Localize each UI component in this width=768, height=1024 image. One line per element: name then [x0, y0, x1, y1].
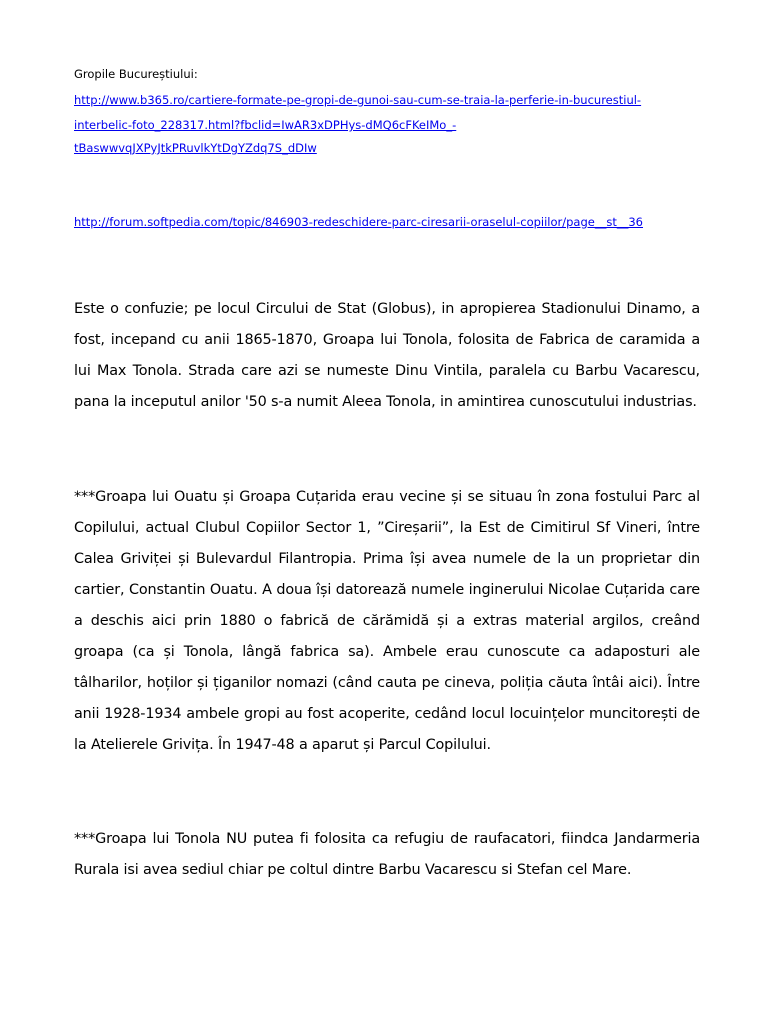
link-b365-line-2[interactable]: interbelic-foto_228317.html?fbclid=IwAR3xDPHys-dMQ6cFKeIMo_- — [74, 118, 457, 132]
paragraph-groapa-tonola-confuzie: Este o confuzie; pe locul Circului de Stat (Globus), in apropierea Stadionului Dinamo, a fost, incepand cu anii 1865-1870, Groapa lui Tonola, folosita de Fabrica de caramida a lui Max Tonola. Strada care azi se numeste Dinu Vintila, paralela cu Barbu Vacarescu, pana la inceputul anilor '50 s-a numit Aleea Tonola, in amintirea cunoscutului industrias. — [74, 301, 700, 410]
link-b365-line-1[interactable]: http://www.b365.ro/cartiere-formate-pe-gropi-de-gunoi-sau-cum-se-traia-la-perferie-in-bucurestiul- — [74, 93, 642, 107]
document-heading: Gropile Bucureștiului: — [74, 67, 198, 81]
link-b365-line-3[interactable]: tBaswwvqJXPyJtkPRuvlkYtDgYZdq7S_dDIw — [74, 141, 317, 155]
paragraph-groapa-ouatu-cutarida: ***Groapa lui Ouatu și Groapa Cuțarida erau vecine și se situau în zona fostului Parc al Copilului, actual Clubul Copiilor Sector 1, ”Cireșarii”, la Est de Cimitirul Sf Vineri, între Calea Griviței și Bulevardul Filantropia. Prima își avea numele de la un proprietar din cartier, Constantin Ouatu. A doua își datorează numele inginerului Nicolae Cuțarida care a deschis aici prin 1880 o fabrică de cărămidă și a extras material argilos, creând groapa (ca și Tonola, lângă fabrica sa). Ambele erau cunoscute ca adaposturi ale tâlharilor, hoților și țiganilor nomazi (când cauta pe cineva, poliția căuta întâi aici). Între anii 1928-1934 ambele gropi au fost acoperite, cedând locul locuințelor muncitorești de la Atelierele Grivița. În 1947-48 a aparut și Parcul Copilului. — [74, 489, 700, 753]
paragraph-groapa-tonola-jandarmeria: ***Groapa lui Tonola NU putea fi folosita ca refugiu de raufacatori, fiindca Jandarmeria Rurala isi avea sediul chiar pe coltul dintre Barbu Vacarescu si Stefan cel Mare. — [74, 831, 700, 878]
link-softpedia-forum[interactable]: http://forum.softpedia.com/topic/846903-redeschidere-parc-ciresarii-oraselul-copiilor/page__st__36 — [74, 215, 643, 229]
